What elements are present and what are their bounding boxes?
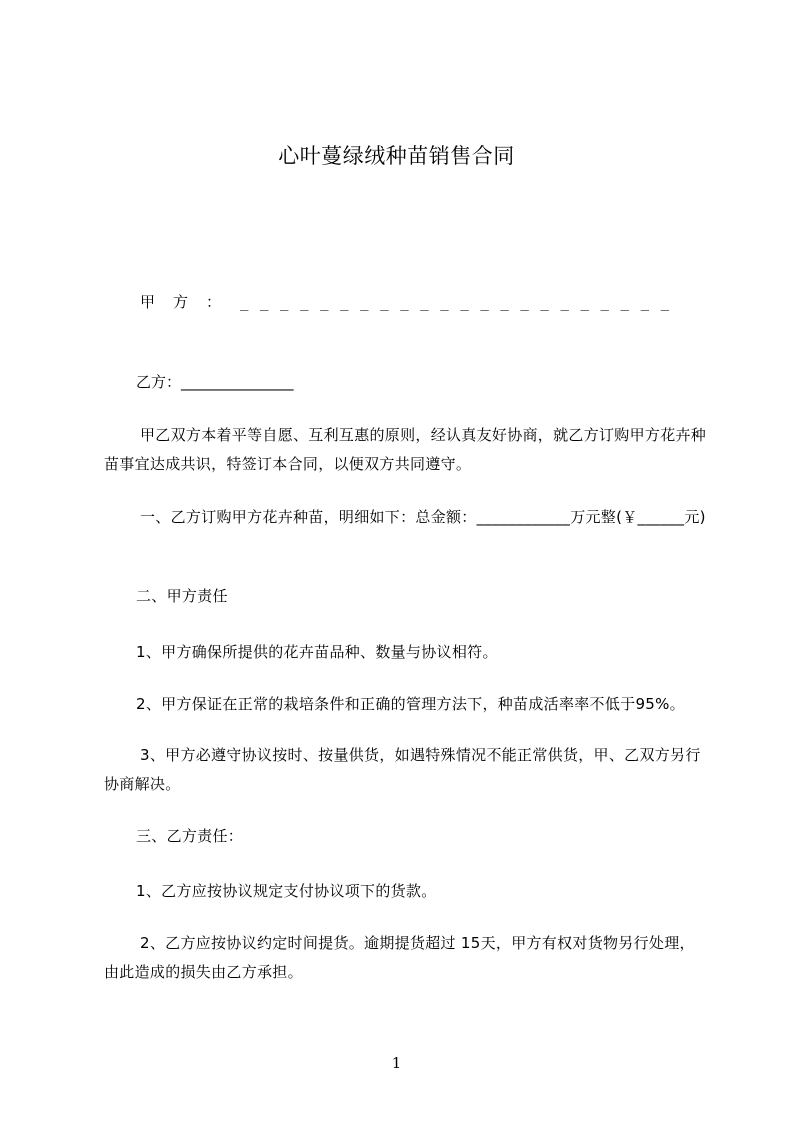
party-a-clause-3: 3、甲方必遵守协议按时、按量供货，如遇特殊情况不能正常供货，甲、乙双方另行协商解决。 — [104, 746, 701, 793]
party-a-clause-1: 1、甲方确保所提供的花卉苗品种、数量与协议相符。 — [136, 643, 498, 661]
party-b-clause-1: 1、乙方应按协议规定支付协议项下的货款。 — [136, 882, 437, 900]
party-a-clause-2: 2、甲方保证在正常的栽培条件和正确的管理方法下，种苗成活率率不低于95%。 — [136, 695, 685, 713]
page-number: 1 — [391, 1054, 402, 1072]
party-b-line: 乙方：_______________ — [136, 373, 294, 391]
party-a-responsibility-heading: 二、甲方责任 — [136, 587, 228, 605]
party-a-label: 甲方： — [140, 293, 240, 311]
party-b-clause-2: 2、乙方应按协议约定时间提货。逾期提货超过 15天，甲方有权对货物另行处理，由此造成的损失由乙方承担。 — [104, 934, 695, 981]
party-a-blank: ______________________ — [240, 295, 681, 311]
intro-paragraph: 甲乙双方本着平等自愿、互利互惠的原则，经认真友好协商，就乙方订购甲方花卉种苗事宜达成共识，特签订本合同，以便双方共同遵守。 — [104, 426, 707, 473]
document-title: 心叶蔓绿绒种苗销售合同 — [278, 144, 515, 168]
order-clause: 一、乙方订购甲方花卉种苗，明细如下：总金额：____________万元整(￥______元) — [140, 508, 706, 526]
party-b-responsibility-heading: 三、乙方责任： — [136, 827, 244, 845]
party-a-line — [140, 292, 681, 313]
